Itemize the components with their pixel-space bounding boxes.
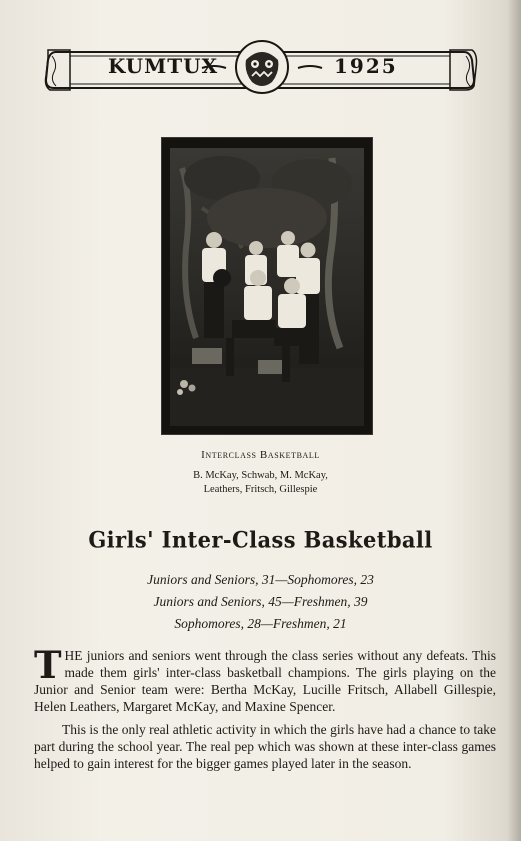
paragraph <box>34 643 496 715</box>
header-banner <box>42 38 478 96</box>
team-photo-image <box>162 138 372 434</box>
paragraph-text: HE juniors and seniors went through the class series without any defeats. This made them girls' inter-class basketball champions. The girls playing on the Junior and Senior team were: Bertha McKay, Lucille Fritsch, Allabell Gillespie, Helen Leathers, Margaret McKay, and Maxine Spencer. <box>34 648 496 714</box>
photo-caption-title: Interclass Basketball <box>201 449 320 461</box>
banner-year: 1925 <box>334 54 398 78</box>
paragraph: This is the only real athletic activity in which the girls have had a chance to take part during the school year. The real pep which was shown at these inter-class games helped to gain interest for the bigger games played later in the season. <box>34 722 496 771</box>
banner-title-left: KUMTUX <box>108 54 219 78</box>
section-heading: Girls' Inter-Class Basketball <box>88 526 433 553</box>
drop-cap: T <box>34 643 62 687</box>
score-line: Juniors and Seniors, 45—Freshmen, 39 <box>153 594 368 609</box>
team-photo <box>162 138 372 434</box>
mascot-emblem-icon <box>234 38 290 96</box>
caption-names-line: B. McKay, Schwab, M. McKay, <box>193 470 328 481</box>
score-list <box>0 569 521 635</box>
score-line: Juniors and Seniors, 31—Sophomores, 23 <box>147 572 374 587</box>
photo-caption-names <box>0 469 521 497</box>
caption-names-line: Leathers, Fritsch, Gillespie <box>203 484 318 495</box>
article-body <box>34 643 496 778</box>
score-line: Sophomores, 28—Freshmen, 21 <box>174 616 347 631</box>
page-edge-shadow <box>507 0 521 841</box>
